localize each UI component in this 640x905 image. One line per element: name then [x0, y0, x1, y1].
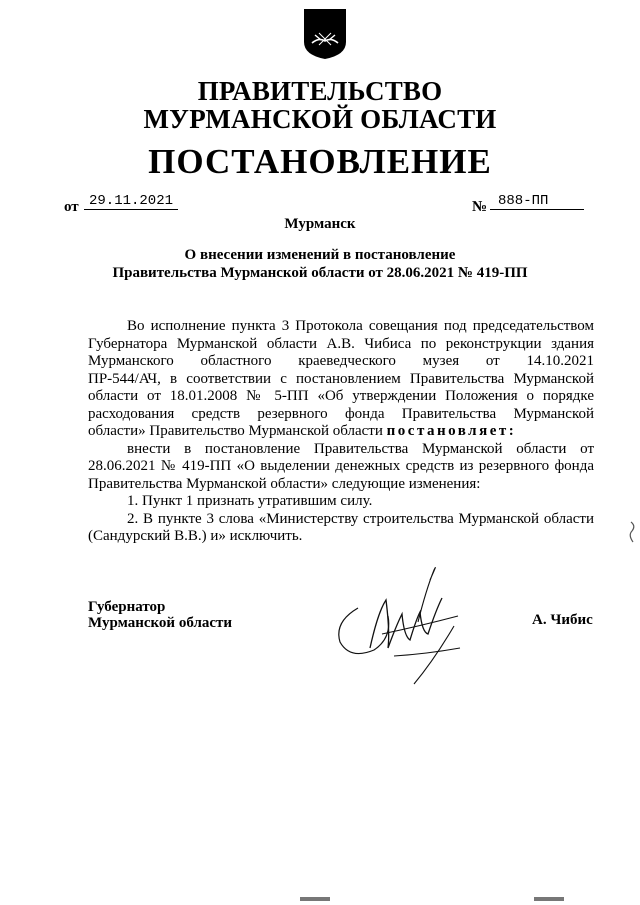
body-line: Во исполнение пункта 3 Протокола совещания под председательством [127, 318, 594, 334]
date-prefix: от [64, 199, 79, 215]
org-title-line2: МУРМАНСКОЙ ОБЛАСТИ [143, 104, 497, 134]
signer-title-line2: Мурманской области [88, 615, 233, 631]
decree-word: постановляет: [386, 423, 517, 439]
list-item-2: 2. В пункте 3 слова «Министерству строительства Мурманской области [127, 511, 594, 527]
body-line: области» Правительство Мурманской области [88, 423, 383, 439]
number-prefix: № [472, 199, 488, 215]
body-line-with-decree [88, 423, 594, 441]
org-title-line1: ПРАВИТЕЛЬСТВО [197, 76, 443, 106]
signer-title-line1: Губернатор [88, 599, 166, 615]
document-number: 888-ПП [490, 193, 584, 210]
document-date: 29.11.2021 [84, 193, 178, 210]
body-line: области от 18.01.2008 № 5-ПП «Об утверждении Положения о порядке [88, 388, 594, 404]
handwritten-signature-icon [330, 556, 480, 688]
scan-edge-mark-icon [628, 520, 638, 544]
body-line: расходования средств резервного фонда Правительства Мурманской [88, 406, 594, 422]
scan-footer-mark [300, 897, 330, 901]
signer-name: А. Чибис [532, 612, 593, 628]
body-line: внести в постановление Правительства Мурманской области от [127, 441, 594, 457]
body-line: 28.06.2021 № 419-ПП «О выделении денежных средств из резервного фонда [88, 458, 594, 474]
coat-of-arms-icon [303, 8, 347, 60]
body-line: Правительства Мурманской области» следующие изменения: [88, 476, 481, 492]
body-line: ПР-544/АЧ, в соответствии с постановлением Правительства Мурманской [88, 371, 594, 387]
subject-line1: О внесении изменений в постановление [184, 247, 456, 263]
list-item-1: 1. Пункт 1 признать утратившим силу. [127, 493, 373, 509]
city: Мурманск [284, 216, 356, 232]
document-type: ПОСТАНОВЛЕНИЕ [148, 142, 492, 181]
subject-line2: Правительства Мурманской области от 28.06.2021 № 419-ПП [112, 265, 528, 281]
body-line: Мурманского областного краеведческого музея от 14.10.2021 [88, 353, 594, 369]
body-line: Губернатора Мурманской области А.В. Чибиса по реконструкции здания [88, 336, 594, 352]
scan-footer-mark [534, 897, 564, 901]
body-line: (Сандурский В.В.) и» исключить. [88, 528, 303, 544]
